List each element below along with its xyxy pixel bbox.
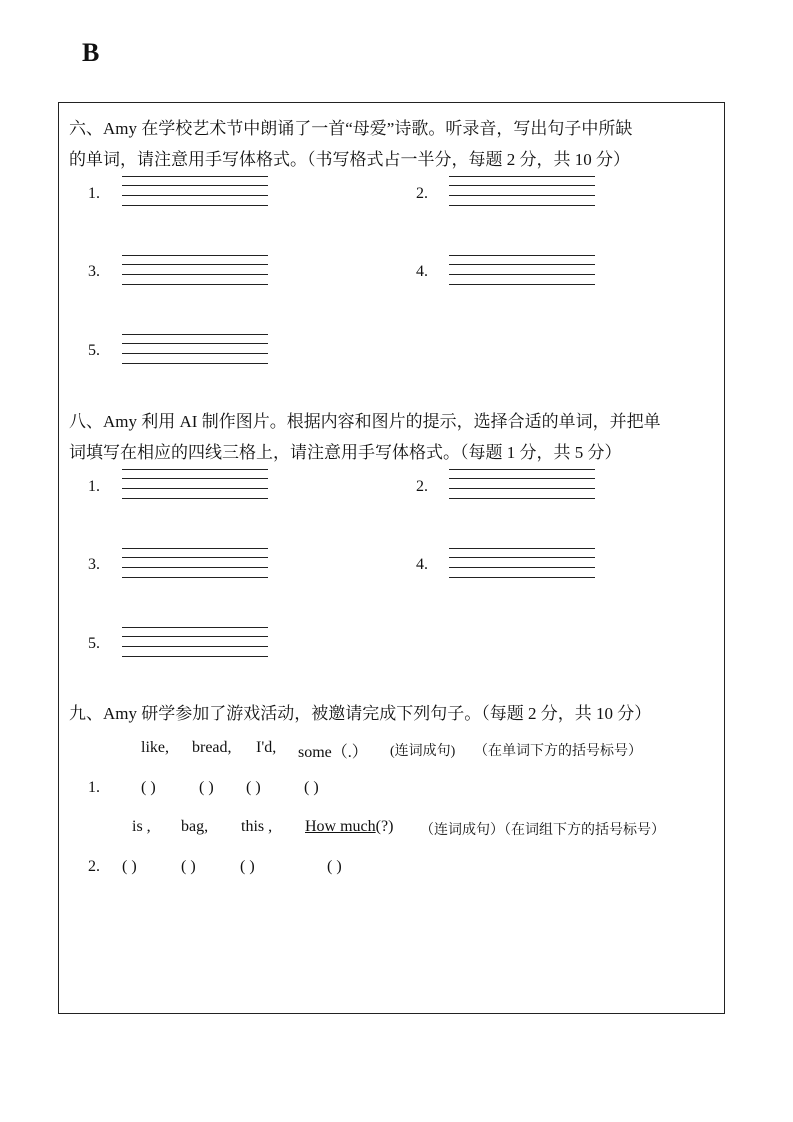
section6-item-number: 4. bbox=[416, 263, 428, 280]
scrambled-word: some（.） bbox=[298, 744, 368, 761]
scrambled-phrase bbox=[305, 818, 393, 836]
section8-writing-lines-1[interactable] bbox=[122, 469, 268, 500]
section6-writing-lines-3[interactable] bbox=[122, 255, 268, 286]
answer-bracket[interactable]: ( ) bbox=[199, 779, 214, 796]
section6-item-number: 2. bbox=[416, 185, 428, 202]
q2-number: 2. bbox=[88, 858, 100, 875]
section8-writing-lines-5[interactable] bbox=[122, 627, 268, 658]
q1-instruction-note: (连词成句) bbox=[390, 744, 456, 759]
paper-version-label: B bbox=[82, 38, 100, 67]
scrambled-word: like, bbox=[141, 739, 169, 756]
answer-bracket[interactable]: ( ) bbox=[327, 858, 342, 875]
section8-writing-lines-2[interactable] bbox=[449, 469, 595, 500]
answer-bracket[interactable]: ( ) bbox=[304, 779, 319, 796]
section8-writing-lines-4[interactable] bbox=[449, 548, 595, 579]
section9-instruction: 九、Amy 研学参加了游戏活动，被邀请完成下列句子。（每题 2 分，共 10 分） bbox=[69, 704, 652, 723]
section6-item-number: 5. bbox=[88, 342, 100, 359]
scrambled-word: bread, bbox=[192, 739, 232, 756]
phrase-punctuation: (?) bbox=[375, 818, 394, 835]
section8-item-number: 1. bbox=[88, 478, 100, 495]
section6-writing-lines-2[interactable] bbox=[449, 176, 595, 207]
q1-position-note: （在单词下方的括号标号） bbox=[474, 744, 642, 759]
section8-item-number: 5. bbox=[88, 635, 100, 652]
answer-bracket[interactable]: ( ) bbox=[122, 858, 137, 875]
section6-writing-lines-5[interactable] bbox=[122, 334, 268, 365]
answer-bracket[interactable]: ( ) bbox=[141, 779, 156, 796]
section8-item-number: 2. bbox=[416, 478, 428, 495]
section6-item-number: 1. bbox=[88, 185, 100, 202]
section6-instruction-line1: 六、Amy 在学校艺术节中朗诵了一首“母爱”诗歌。听录音，写出句子中所缺 bbox=[69, 119, 633, 138]
section8-instruction-line2: 词填写在相应的四线三格上，请注意用手写体格式。（每题 1 分，共 5 分） bbox=[69, 443, 622, 462]
scrambled-word: I'd, bbox=[256, 739, 277, 756]
answer-bracket[interactable]: ( ) bbox=[240, 858, 255, 875]
section6-item-number: 3. bbox=[88, 263, 100, 280]
section8-writing-lines-3[interactable] bbox=[122, 548, 268, 579]
section8-instruction-line1: 八、Amy 利用 AI 制作图片。根据内容和图片的提示，选择合适的单词，并把单 bbox=[69, 412, 661, 431]
answer-bracket[interactable]: ( ) bbox=[181, 858, 196, 875]
scrambled-word: this , bbox=[241, 818, 273, 835]
scrambled-word: is , bbox=[132, 818, 151, 835]
section6-instruction-line2: 的单词，请注意用手写体格式。（书写格式占一半分，每题 2 分，共 10 分） bbox=[69, 150, 630, 169]
section8-item-number: 3. bbox=[88, 556, 100, 573]
scrambled-word: bag, bbox=[181, 818, 209, 835]
section8-item-number: 4. bbox=[416, 556, 428, 573]
answer-bracket[interactable]: ( ) bbox=[246, 779, 261, 796]
q1-number: 1. bbox=[88, 779, 100, 796]
section6-writing-lines-1[interactable] bbox=[122, 176, 268, 207]
section6-writing-lines-4[interactable] bbox=[449, 255, 595, 286]
q2-instruction-note: （连词成句）（在词组下方的括号标号） bbox=[420, 823, 665, 838]
underlined-phrase: How much bbox=[305, 818, 376, 835]
